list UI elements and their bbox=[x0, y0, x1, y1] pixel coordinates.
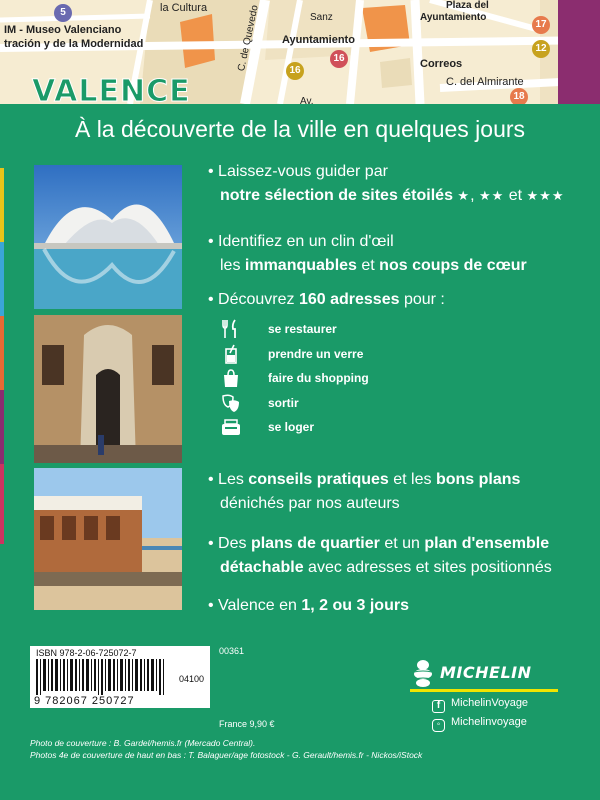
plan-ensemble-text: plan d'ensemble bbox=[424, 535, 550, 552]
credits-cover: Photo de couverture : B. Gardel/hemis.fr (Mercado Central). bbox=[30, 738, 256, 748]
stock-code: 00361 bbox=[219, 646, 245, 656]
bullet-discover-line: • Découvrez 160 adresses pour : bbox=[208, 291, 445, 308]
bullet-identify-line2 bbox=[208, 254, 588, 278]
facebook-handle: MichelinVoyage bbox=[451, 697, 529, 709]
barcode-number: 9 782067 250727 bbox=[34, 695, 135, 707]
side-tab-blue bbox=[0, 242, 4, 316]
bullet-tips-line1: • Les conseils pratiques et les bons plans bbox=[208, 471, 521, 488]
barcode-bars bbox=[36, 659, 170, 695]
tagline: À la découverte de la ville en quelques jours bbox=[74, 116, 526, 142]
bullet-guide-line1: • Laissez-vous guider par bbox=[208, 163, 388, 180]
map-label-museo-2: tración y de la Modernidad bbox=[4, 38, 144, 50]
detachable-text: détachable bbox=[220, 559, 304, 576]
category-item bbox=[220, 416, 460, 441]
bullet-identify-line1: • Identifiez en un clin d'œil bbox=[208, 233, 394, 250]
bullet-guide bbox=[208, 160, 588, 208]
map-label-almirante: C. del Almirante bbox=[446, 76, 524, 88]
plans-quartier-text: plans de quartier bbox=[250, 535, 380, 552]
side-tab-yellow bbox=[0, 168, 4, 242]
barcode-box bbox=[30, 646, 210, 708]
map-label-ayuntamiento: Ayuntamiento bbox=[282, 34, 355, 46]
stars-and: et bbox=[504, 187, 527, 204]
category-label-verre: prendre un verre bbox=[268, 346, 364, 361]
photo-baroque-facade bbox=[34, 315, 182, 463]
coups-de-coeur-text: nos coups de cœur bbox=[379, 257, 527, 274]
identify-and: et bbox=[356, 257, 380, 274]
theatre-masks-icon bbox=[220, 392, 242, 414]
two-star-icon: ★★ bbox=[478, 188, 505, 203]
map-label-plaza-1: Plaza del bbox=[446, 0, 489, 11]
shopping-bag-icon bbox=[220, 367, 242, 389]
map-label-correos: Correos bbox=[420, 58, 463, 70]
hotel-bell-icon bbox=[220, 416, 242, 438]
address-count: 160 adresses bbox=[298, 291, 400, 308]
map-label-museo-1: IM - Museo Valenciano bbox=[4, 24, 122, 36]
side-tab-orange bbox=[0, 316, 4, 390]
map-label-plaza-2: Ayuntamiento bbox=[420, 12, 487, 23]
category-item bbox=[220, 367, 460, 392]
brand-yellow-rule bbox=[410, 689, 558, 692]
category-label-loger: se loger bbox=[268, 420, 315, 434]
bullet-discover bbox=[208, 288, 588, 312]
photo-credits bbox=[30, 737, 590, 761]
side-tab-pink bbox=[0, 464, 4, 544]
stars-selection-text: notre sélection de sites étoilés bbox=[220, 187, 453, 204]
bullet-identify-text: Identifiez en un clin d'œil bbox=[218, 233, 394, 250]
days-text: 1, 2 ou 3 jours bbox=[301, 597, 409, 614]
map-label-cultura: la Cultura bbox=[160, 2, 208, 14]
map-marker-18: 18 bbox=[510, 88, 528, 104]
plans-prefix: Des bbox=[218, 535, 251, 552]
map-marker-5: 5 bbox=[54, 4, 72, 22]
category-label-restaurer: se restaurer bbox=[268, 322, 337, 336]
category-label-sortir: sortir bbox=[268, 395, 299, 410]
photo-arts-sciences bbox=[34, 165, 182, 309]
tips-prefix: Les bbox=[218, 471, 249, 488]
photo-beach-restaurant bbox=[34, 468, 182, 610]
days-prefix: Valence en bbox=[218, 597, 302, 614]
credits-back: Photos 4e de couverture de haut en bas : T. Balaguer/age fotostock - G. Gerault/hemis.fr - Nickos/iStock bbox=[30, 750, 423, 760]
side-tab-purple bbox=[0, 390, 4, 464]
drink-icon bbox=[220, 343, 242, 365]
three-star-icon: ★★★ bbox=[526, 188, 565, 203]
discover-suffix: pour : bbox=[399, 291, 445, 308]
category-label-shopping: faire du shopping bbox=[268, 371, 369, 385]
identify-les: les bbox=[220, 257, 245, 274]
bullet-days-line: • Valence en 1, 2 ou 3 jours bbox=[208, 597, 409, 614]
social-instagram[interactable] bbox=[432, 716, 527, 732]
map-marker-12: 12 bbox=[532, 40, 550, 58]
map-label-quevedo: C. de Quevedo bbox=[236, 4, 261, 73]
bullet-plans bbox=[208, 532, 588, 580]
map-label-huerta: Av. bbox=[300, 96, 314, 104]
map-label-sanz: Sanz bbox=[310, 12, 333, 23]
bullet-tips bbox=[208, 468, 588, 516]
instagram-icon: ◦ bbox=[432, 719, 445, 732]
map-marker-16a: 16 bbox=[286, 62, 304, 80]
bullet-guide-line2 bbox=[208, 184, 588, 208]
discover-prefix: Découvrez bbox=[218, 291, 299, 308]
bibendum-icon bbox=[410, 659, 436, 687]
isbn-number: ISBN 978-2-06-725072-7 bbox=[36, 648, 137, 658]
instagram-handle: Michelinvoyage bbox=[451, 716, 527, 728]
category-item bbox=[220, 318, 460, 343]
bullet-identify bbox=[208, 230, 588, 278]
plans-rest-text: avec adresses et sites positionnés bbox=[303, 559, 552, 576]
tips-and: et les bbox=[388, 471, 436, 488]
cutlery-icon bbox=[220, 318, 242, 340]
bullet-days bbox=[208, 594, 588, 618]
conseils-text: conseils pratiques bbox=[248, 471, 389, 488]
price-label: France 9,90 € bbox=[219, 719, 275, 729]
bullet-guide-text: Laissez-vous guider par bbox=[218, 163, 388, 180]
social-facebook[interactable] bbox=[432, 697, 528, 713]
map-header bbox=[0, 0, 600, 104]
bons-plans-text: bons plans bbox=[435, 471, 521, 488]
immanquables-text: immanquables bbox=[244, 257, 357, 274]
one-star-icon: ★ bbox=[457, 188, 471, 203]
category-item bbox=[220, 343, 460, 368]
category-item bbox=[220, 392, 460, 417]
city-title: VALENCE bbox=[32, 74, 191, 104]
bullet-plans-line1: • Des plans de quartier et un plan d'ensemble bbox=[208, 535, 550, 552]
price-code: 04100 bbox=[178, 674, 204, 684]
purple-corner-tab bbox=[558, 0, 600, 104]
brand-name: MICHELIN bbox=[440, 663, 532, 682]
stars-separator: , bbox=[470, 187, 479, 204]
category-list bbox=[220, 318, 460, 441]
map-marker-17: 17 bbox=[532, 16, 550, 34]
map-marker-16b: 16 bbox=[330, 50, 348, 68]
bullet-tips-line2: dénichés par nos auteurs bbox=[220, 495, 400, 512]
bullet-plans-line2 bbox=[208, 556, 588, 580]
facebook-icon: f bbox=[432, 700, 445, 713]
plans-and: et un bbox=[379, 535, 425, 552]
